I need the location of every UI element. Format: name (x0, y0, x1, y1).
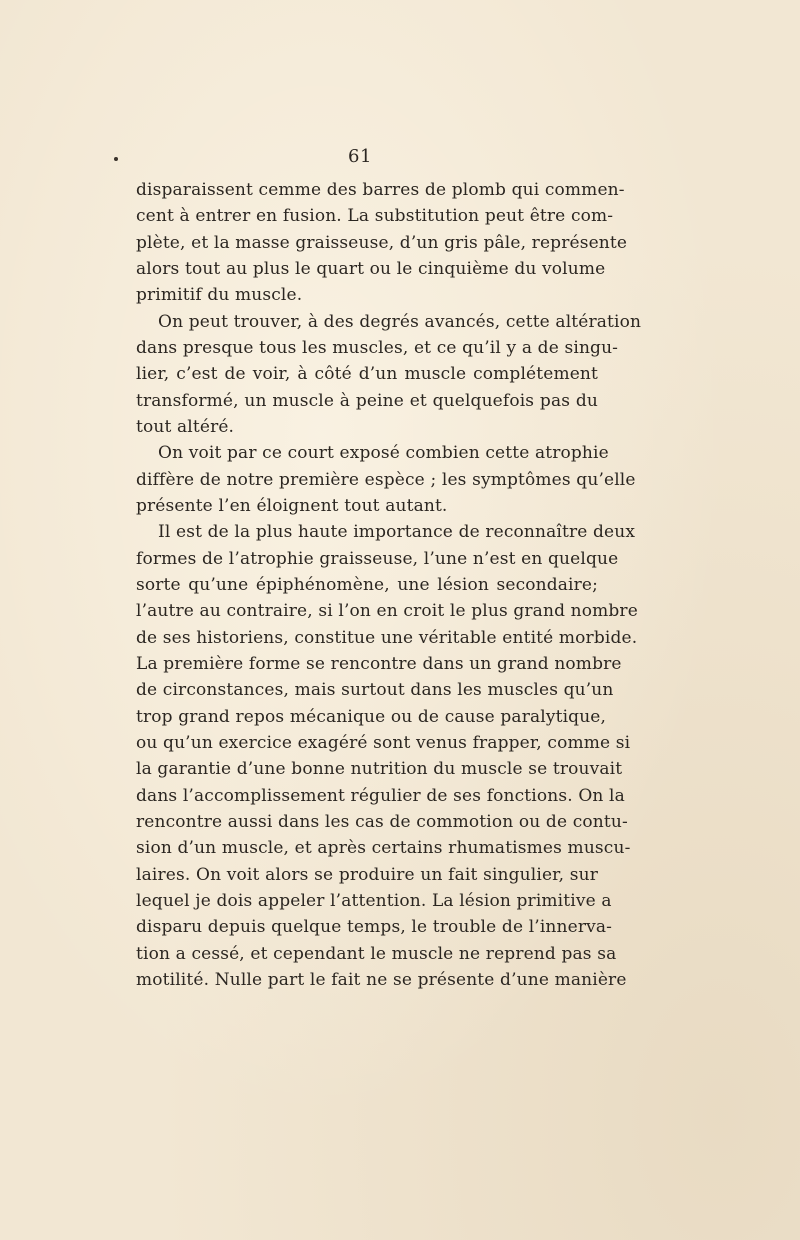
margin-speck (114, 157, 118, 161)
text-line: trop grand repos mécanique ou de cause paralytique, (136, 706, 607, 727)
text-line: laires. On voit alors se produire un fait singulier, sur (136, 864, 598, 885)
text-line: motilité. Nulle part le fait ne se présente d’une manière (136, 969, 627, 990)
text-line: formes de l’atrophie graisseuse, l’une n’est en quelque (136, 548, 619, 569)
text-line: transformé, un muscle à peine et quelquefois pas du (136, 390, 598, 411)
text-line: diffère de notre première espèce ; les symptômes qu’elle (136, 469, 636, 490)
text-line: tion a cessé, et cependant le muscle ne reprend pas sa (136, 943, 617, 964)
text-line: l’autre au contraire, si l’on en croit le plus grand nombre (136, 601, 638, 622)
text-line: lequel je dois appeler l’attention. La lésion primitive a (136, 890, 612, 911)
text-line: présente l’en éloignent tout autant. (136, 495, 448, 516)
text-line: ou qu’un exercice exagéré sont venus frapper, comme si (136, 732, 631, 753)
text-line: primitif du muscle. (136, 285, 303, 306)
text-line: cent à entrer en fusion. La substitution peut être com- (136, 206, 614, 227)
body-text (136, 177, 642, 993)
text-line: sion d’un muscle, et après certains rhumatismes muscu- (136, 838, 631, 859)
text-line: la garantie d’une bonne nutrition du muscle se trouvait (136, 759, 623, 780)
text-line: alors tout au plus le quart ou le cinquième du volume (136, 258, 606, 279)
text-line: de circonstances, mais surtout dans les muscles qu’un (136, 680, 614, 701)
text-line: On voit par ce court exposé combien cette atrophie (158, 443, 609, 464)
text-line: de ses historiens, constitue une véritable entité morbide. (136, 627, 638, 648)
text-line: sorte qu’une épiphénomène, une lésion secondaire; (136, 574, 598, 595)
text-line: rencontre aussi dans les cas de commotion ou de contu- (136, 811, 628, 832)
text-line: dans presque tous les muscles, et ce qu’il y a de singu- (136, 337, 619, 358)
text-line: tout altéré. (136, 416, 235, 437)
text-line: disparu depuis quelque temps, le trouble de l’innerva- (136, 917, 613, 938)
text-line: La première forme se rencontre dans un grand nombre (136, 653, 622, 674)
text-line: plète, et la masse graisseuse, d’un gris pâle, représente (136, 232, 628, 253)
text-line: lier, c’est de voir, à côté d’un muscle complétement (136, 364, 598, 385)
text-line: Il est de la plus haute importance de reconnaître deux (158, 522, 636, 543)
text-line: disparaissent cemme des barres de plomb qui commen- (136, 180, 625, 200)
page-number: 61 (348, 146, 372, 167)
text-line: dans l’accomplissement régulier de ses fonctions. On la (136, 785, 625, 806)
text-line: On peut trouver, à des degrés avancés, cette altération (158, 311, 642, 332)
